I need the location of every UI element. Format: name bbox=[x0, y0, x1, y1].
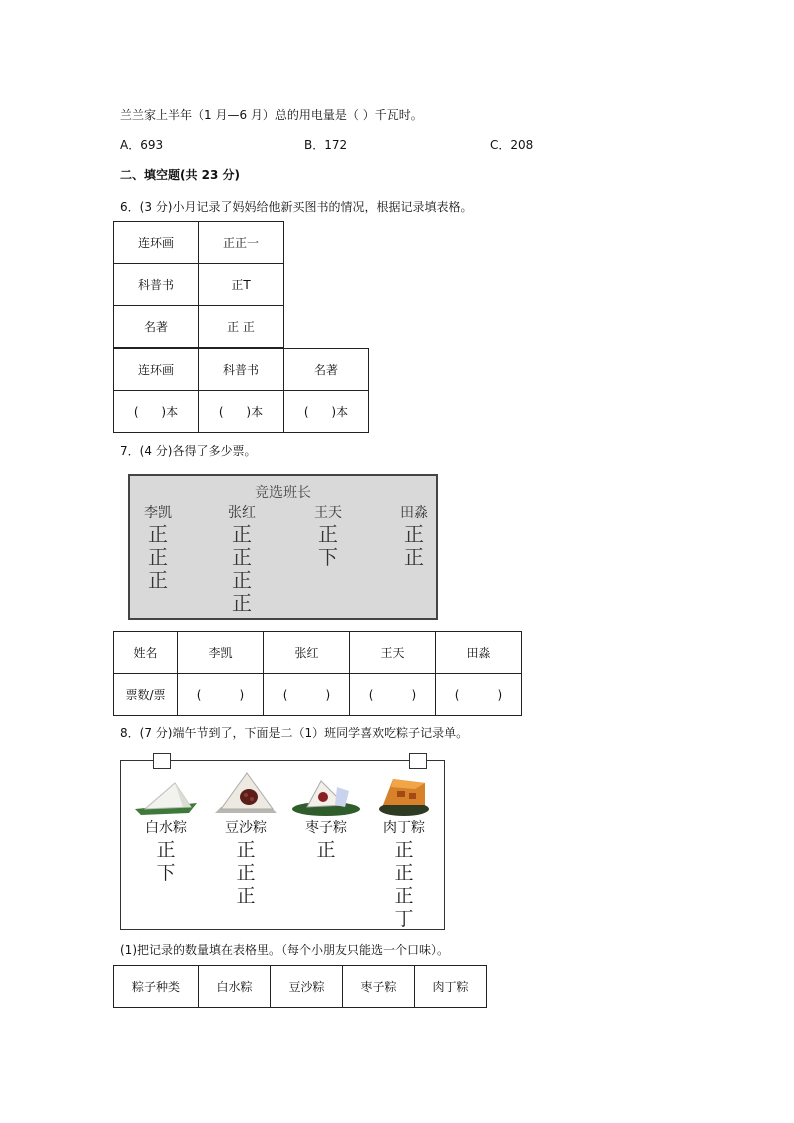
row-label: 票数/票 bbox=[114, 674, 178, 716]
header-cell: 李凯 bbox=[178, 632, 264, 674]
header-cell: 连环画 bbox=[114, 349, 199, 391]
answer-blank[interactable]: ( ) bbox=[436, 674, 522, 716]
zongzi-column bbox=[211, 769, 281, 908]
zongzi-column bbox=[369, 769, 439, 931]
vote-box-title: 竞选班长 bbox=[255, 486, 311, 501]
answer-blank[interactable]: ( ) bbox=[178, 674, 264, 716]
candidate-name: 王天 bbox=[314, 506, 342, 521]
answer-blank[interactable]: ( )本 bbox=[199, 391, 284, 433]
zongzi-meat-image bbox=[369, 769, 439, 817]
q6-stem: 6．(3 分)小月记录了妈妈给他新买图书的情况，根据记录填表格。 bbox=[120, 200, 473, 214]
tally-mark: 正 bbox=[232, 547, 252, 569]
tally-mark: 正 bbox=[232, 570, 252, 592]
tally-mark: 正 bbox=[394, 863, 414, 884]
header-cell: 科普书 bbox=[199, 349, 284, 391]
q5-option-a: A．693 bbox=[120, 138, 164, 152]
answer-blank[interactable]: ( )本 bbox=[284, 391, 369, 433]
tally-mark: 正 bbox=[404, 524, 424, 546]
answer-blank[interactable]: ( ) bbox=[350, 674, 436, 716]
tally-mark: 正 bbox=[232, 524, 252, 546]
header-cell: 名著 bbox=[284, 349, 369, 391]
record-tally: 正正一 bbox=[199, 222, 284, 264]
vote-record-box bbox=[128, 474, 438, 620]
tally-mark: 正 bbox=[236, 840, 256, 861]
tally-mark: 下 bbox=[156, 863, 176, 884]
candidate-tally bbox=[384, 504, 444, 570]
q8-sub1: (1)把记录的数量填在表格里。（每个小朋友只能选一个口味）。 bbox=[120, 943, 450, 957]
zongzi-column bbox=[131, 769, 201, 885]
header-cell: 白水粽 bbox=[199, 966, 271, 1008]
tally-mark: 正 bbox=[148, 547, 168, 569]
q8-stem: 8．(7 分)端午节到了，下面是二（1）班同学喜欢吃粽子记录单。 bbox=[120, 726, 469, 740]
header-cell: 张红 bbox=[264, 632, 350, 674]
q6-record-table bbox=[113, 221, 284, 348]
candidate-tally bbox=[212, 504, 272, 616]
q5-option-c: C．208 bbox=[490, 138, 534, 152]
tally-mark: 正 bbox=[236, 863, 256, 884]
record-name: 连环画 bbox=[114, 222, 199, 264]
header-cell: 姓名 bbox=[114, 632, 178, 674]
answer-blank[interactable]: ( ) bbox=[264, 674, 350, 716]
zongzi-date-image bbox=[291, 769, 361, 817]
tally-mark: 下 bbox=[318, 547, 338, 569]
tally-mark: 正 bbox=[236, 886, 256, 907]
header-cell: 豆沙粽 bbox=[271, 966, 343, 1008]
tally-mark: 正 bbox=[156, 840, 176, 861]
q8-answer-table bbox=[113, 965, 487, 1008]
tally-mark: 正 bbox=[316, 840, 336, 861]
header-cell: 王天 bbox=[350, 632, 436, 674]
zongzi-name: 白水粽 bbox=[145, 821, 187, 836]
q7-answer-table bbox=[113, 631, 522, 716]
candidate-tally bbox=[298, 504, 358, 570]
zongzi-column bbox=[291, 769, 361, 862]
candidate-name: 田淼 bbox=[400, 506, 428, 521]
tally-mark: 正 bbox=[148, 570, 168, 592]
tally-mark: 正 bbox=[394, 840, 414, 861]
record-name: 名著 bbox=[114, 306, 199, 348]
header-cell: 枣子粽 bbox=[343, 966, 415, 1008]
tally-mark: 正 bbox=[318, 524, 338, 546]
q7-stem: 7．(4 分)各得了多少票。 bbox=[120, 444, 257, 458]
q5-stem: 兰兰家上半年（1 月—6 月）总的用电量是（ ）千瓦时。 bbox=[120, 108, 423, 122]
section-title: 二、填空题(共 23 分) bbox=[120, 168, 241, 182]
pin-right bbox=[409, 753, 427, 769]
tally-mark: 正 bbox=[232, 593, 252, 615]
tally-mark: 正 bbox=[148, 524, 168, 546]
q5-option-b: B．172 bbox=[304, 138, 348, 152]
candidate-name: 李凯 bbox=[144, 506, 172, 521]
record-tally: 正T bbox=[199, 264, 284, 306]
tally-mark: 丁 bbox=[394, 909, 414, 930]
zongzi-name: 豆沙粽 bbox=[225, 821, 267, 836]
answer-blank[interactable]: ( )本 bbox=[114, 391, 199, 433]
zongzi-bean-image bbox=[211, 769, 281, 817]
header-cell: 田淼 bbox=[436, 632, 522, 674]
candidate-name: 张红 bbox=[228, 506, 256, 521]
zongzi-record-box bbox=[120, 760, 445, 930]
q6-answer-table bbox=[113, 348, 369, 433]
pin-left bbox=[153, 753, 171, 769]
zongzi-white-image bbox=[131, 769, 201, 817]
record-name: 科普书 bbox=[114, 264, 199, 306]
zongzi-name: 肉丁粽 bbox=[383, 821, 425, 836]
record-tally: 正 正 bbox=[199, 306, 284, 348]
header-cell: 肉丁粽 bbox=[415, 966, 487, 1008]
candidate-tally bbox=[128, 504, 188, 593]
header-cell: 粽子种类 bbox=[114, 966, 199, 1008]
zongzi-name: 枣子粽 bbox=[305, 821, 347, 836]
tally-mark: 正 bbox=[394, 886, 414, 907]
tally-mark: 正 bbox=[404, 547, 424, 569]
